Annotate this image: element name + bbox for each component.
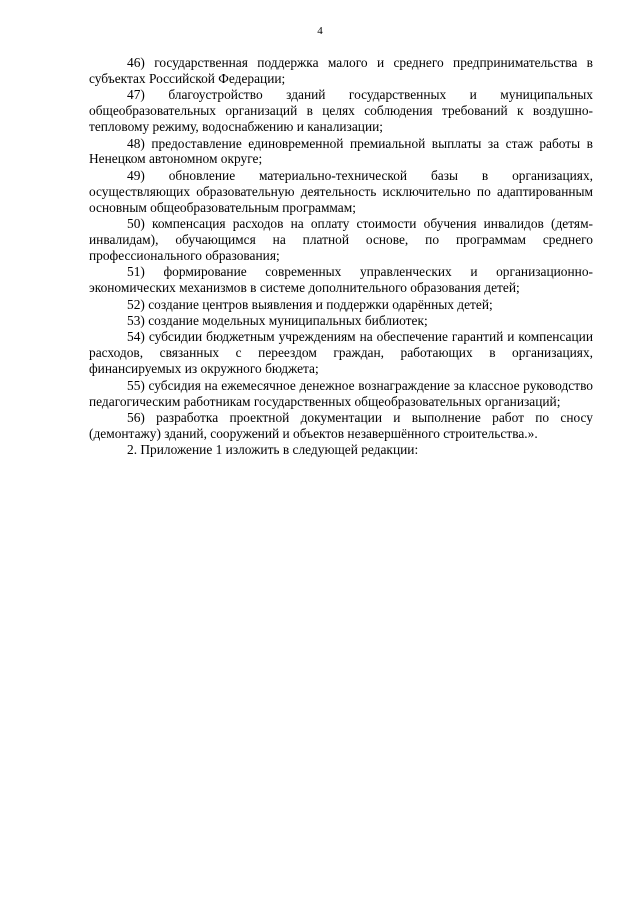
document-body [89, 55, 593, 458]
paragraph-item-51: 51) формирование современных управленческих и организационно-экономических механизмов в системе дополнительного образования детей; [89, 264, 593, 296]
paragraph-item-46: 46) государственная поддержка малого и среднего предпринимательства в субъектах Российской Федерации; [89, 55, 593, 86]
paragraph-item-48: 48) предоставление единовременной премиальной выплаты за стаж работы в Ненецком автономном округе; [89, 135, 593, 167]
paragraph-item-55: 55) субсидия на ежемесячное денежное вознаграждение за классное руководство педагогическим работникам государственных общеобразовательных организаций; [89, 377, 593, 409]
paragraph-amendment-2: 2. Приложение 1 изложить в следующей редакции: [127, 442, 419, 458]
paragraph-item-50: 50) компенсация расходов на оплату стоимости обучения инвалидов (детям-инвалидам), обучающимся на платной основе, по программам среднего профессионального образования; [89, 216, 593, 263]
paragraph-item-53: 53) создание модельных муниципальных библиотек; [127, 313, 428, 328]
page-number: 4 [317, 25, 323, 37]
paragraph-item-52: 52) создание центров выявления и поддержки одарённых детей; [127, 296, 493, 312]
paragraph-item-56: 56) разработка проектной документации и выполнение работ по сносу (демонтажу) зданий, сооружений и объектов незавершённого строительства.». [89, 409, 593, 441]
paragraph-item-47: 47) благоустройство зданий государственных и муниципальных общеобразовательных организаций в целях соблюдения требований к воздушно-тепловому режиму, водоснабжению и канализации; [89, 87, 593, 135]
paragraph-item-54: 54) субсидии бюджетным учреждениям на обеспечение гарантий и компенсации расходов, связанных с переездом граждан, работающих в организациях, финансируемых из окружного бюджета; [89, 329, 593, 377]
paragraph-item-49: 49) обновление материально-технической базы в организациях, осуществляющих образовательную деятельность исключительно по адаптированным основным общеобразовательным программам; [89, 167, 593, 215]
